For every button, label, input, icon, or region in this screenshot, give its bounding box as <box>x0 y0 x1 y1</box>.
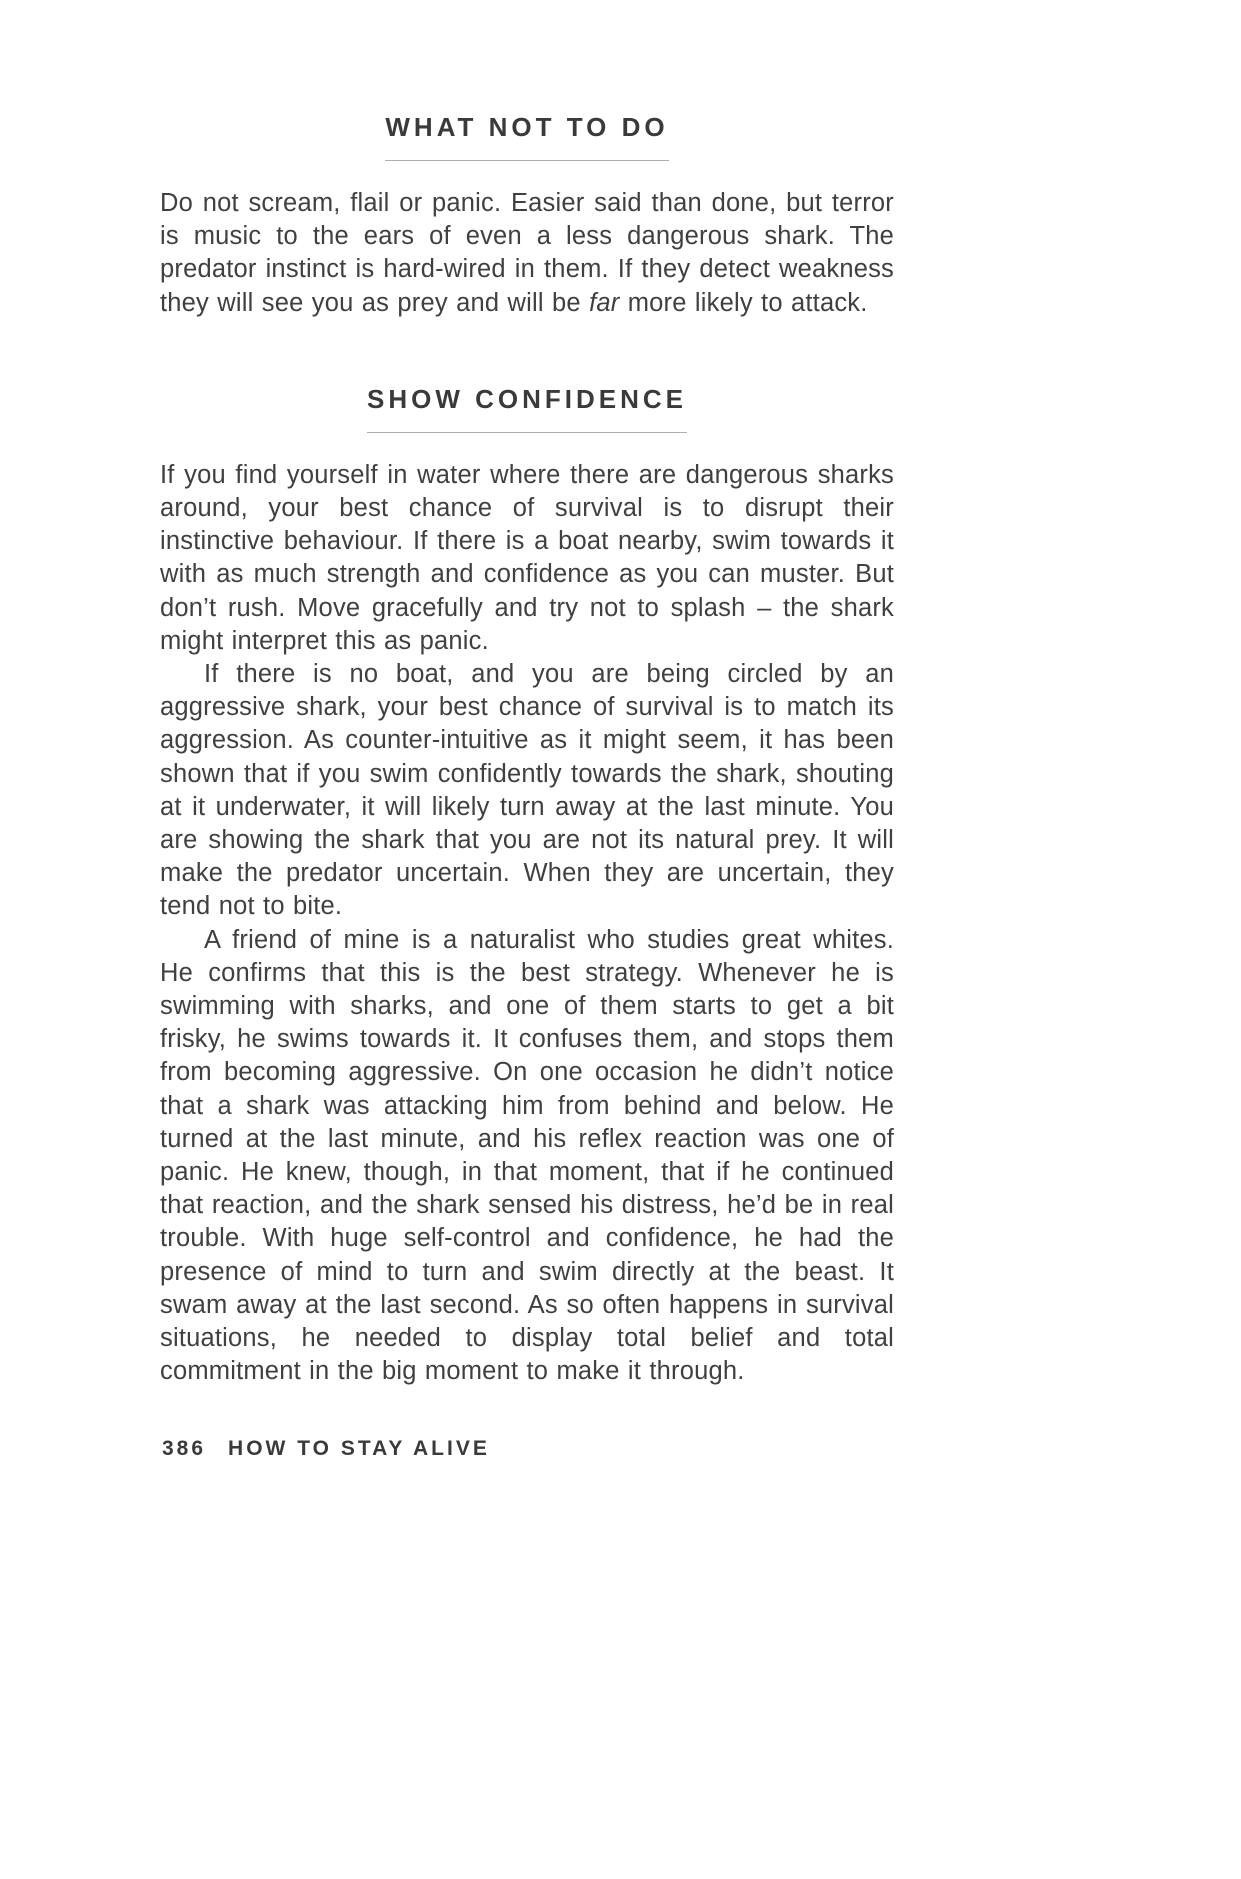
section-what-not-to-do <box>160 112 894 320</box>
paragraph: If there is no boat, and you are being circled by an aggressive shark, your best chance of survival is to match its aggression. As counter-intuitive as it might seem, it has been shown that if you swim confidently towards the shark, shouting at it underwater, it will likely turn away at the last minute. You are showing the shark that you are not its natural prey. It will make the predator uncertain. When they are uncertain, they tend not to bite. <box>160 660 894 921</box>
page-number: 386 <box>162 1437 207 1460</box>
paragraph-text: Do not scream, flail or panic. Easier said than done, but terror is music to the ears of even a less dangerous shark. The predator instinct is hard-wired in them. If they detect weakness they will see you as prey and will be <box>160 189 894 317</box>
section-heading-what-not-to-do: WHAT NOT TO DO <box>385 112 668 161</box>
running-footer-book-title: HOW TO STAY ALIVE <box>228 1437 490 1460</box>
section-body <box>160 187 894 320</box>
page-content <box>160 112 894 1389</box>
paragraph: A friend of mine is a naturalist who studies great whites. He confirms that this is the best strategy. Whenever he is swimming with sharks, and one of them starts to get a bit frisky, he swims towards it. It confuses them, and stops them from becoming aggressive. On one occasion he didn’t notice that a shark was attacking him from behind and below. He turned at the last minute, and his reflex reaction was one of panic. He knew, though, in that moment, that if he continued that reaction, and the shark sensed his distress, he’d be in real trouble. With huge self-control and confidence, he had the presence of mind to turn and swim directly at the beast. It swam away at the last second. As so often happens in survival situations, he needed to display total belief and total commitment in the big moment to make it through. <box>160 925 894 1386</box>
paragraph <box>160 187 894 320</box>
paragraph: If you find yourself in water where there are dangerous sharks around, your best chance of survival is to disrupt their instinctive behaviour. If there is a boat nearby, swim towards it with as much strength and confidence as you can muster. But don’t rush. Move gracefully and try not to splash – the shark might interpret this as panic. <box>160 460 894 655</box>
section-show-confidence <box>160 384 894 1389</box>
section-heading-wrap <box>160 384 894 433</box>
section-heading-show-confidence: SHOW CONFIDENCE <box>367 384 687 433</box>
section-body <box>160 459 894 1389</box>
section-heading-wrap <box>160 112 894 161</box>
paragraph-italic-word: far <box>589 288 620 317</box>
page-footer <box>162 1437 490 1461</box>
paragraph-text: more likely to attack. <box>619 288 868 317</box>
